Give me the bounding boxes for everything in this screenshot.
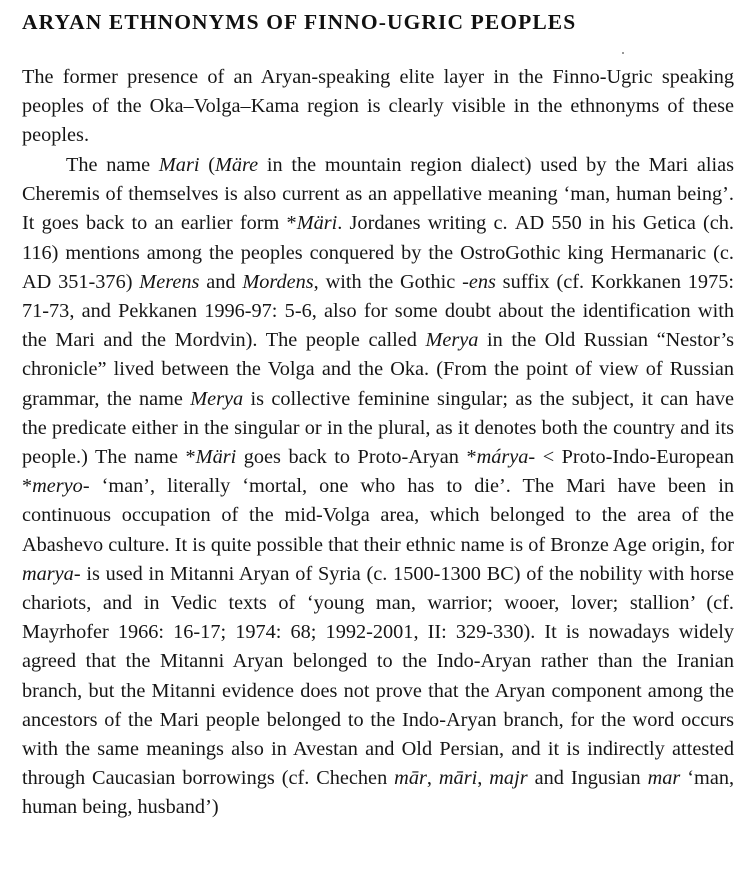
term-meryo: meryo- xyxy=(32,475,90,498)
section-heading: ARYAN ETHNONYMS OF FINNO-UGRIC PEOPLES xyxy=(22,10,577,34)
era-ad: AD xyxy=(514,212,545,235)
paragraph-2: The name Mari (Märe in the mountain region dialect) used by the Mari alias Cheremis of themselves is also current as an appellative meaning ‘man, human being’. It goes back to an earlier form *Märi. Jordanes writing c. AD 550 in his Getica (ch. 116) mentions among the peoples conquered by the OstroGothic king Hermanaric (c. AD 351-376) Merens and Mordens, with the Gothic -ens suffix (cf. Korkkanen 1975: 71-73, and Pekkanen 1996-97: 5-6, also for some doubt about the identification with the Mari and the Mordvin). The people called Merya in the Old Russian “Nestor’s chronicle” lived between the Volga and the Oka. (From the point of view of Russian grammar, the name Merya is collective feminine singular; as the subject, it can have the predicate either in the singular or in the plural, as it denotes both the country and its people.) The name *Märi goes back to Proto-Aryan *márya- < Proto-Indo-European *meryo- ‘man’, literally ‘mortal, one who has to die’. The Mari have been in continuous occupation of the mid-Volga area, which belonged to the area of the Abashevo culture. It is quite possible that their ethnic name is of Bronze Age origin, for marya- is used in Mitanni Aryan of Syria (c. 1500-1300 BC) of the nobility with horse chariots, and in Vedic texts of ‘young man, warrior; wooer, lover; stallion’ (cf. Mayrhofer 1966: 16-17; 1974: 68; 1992-2001, II: 329-330). It is nowadays widely agreed that the Mitanni Aryan belonged to the Indo-Aryan rather than the Iranian branch, but the Mitanni evidence does not prove that the Aryan component among the ancestors of the Mari people belonged to the Indo-Aryan branch, for the word occurs with the same meanings also in Avestan and Old Persian, and it is indirectly attested through Caucasian borrowings (cf. Chechen mār, māri, majr and Ingusian mar ‘man, human being, husband’) xyxy=(22,154,735,819)
term-majr: majr xyxy=(489,767,528,790)
term-marya-proto-aryan: márya- xyxy=(476,446,536,469)
term-mordens: Mordens xyxy=(242,270,314,293)
term-chechen-mar: mār xyxy=(394,767,427,790)
term-mari-proto: Märi xyxy=(296,212,338,235)
term-ingusian-mar: mar xyxy=(647,767,681,790)
term-ens-suffix: -ens xyxy=(462,270,496,293)
term-mari: Mari xyxy=(158,154,200,176)
term-merens: Merens xyxy=(139,270,200,293)
era-bc: BC xyxy=(486,562,514,585)
term-chechen-mari: māri xyxy=(438,767,478,790)
term-marya: marya- xyxy=(22,562,81,585)
paragraph-1: The former presence of an Aryan-speaking elite layer in the Finno-Ugric speaking peoples of the Oka–Volga–Kama region is clearly visible in the ethnonyms of these peoples. xyxy=(22,66,734,147)
term-mare: Märe xyxy=(214,154,259,176)
term-merya: Merya xyxy=(425,329,479,352)
term-mari-proto: Märi xyxy=(195,446,237,469)
term-merya: Merya xyxy=(190,387,244,410)
era-ad: AD xyxy=(22,270,52,293)
speck-mark xyxy=(622,52,624,54)
